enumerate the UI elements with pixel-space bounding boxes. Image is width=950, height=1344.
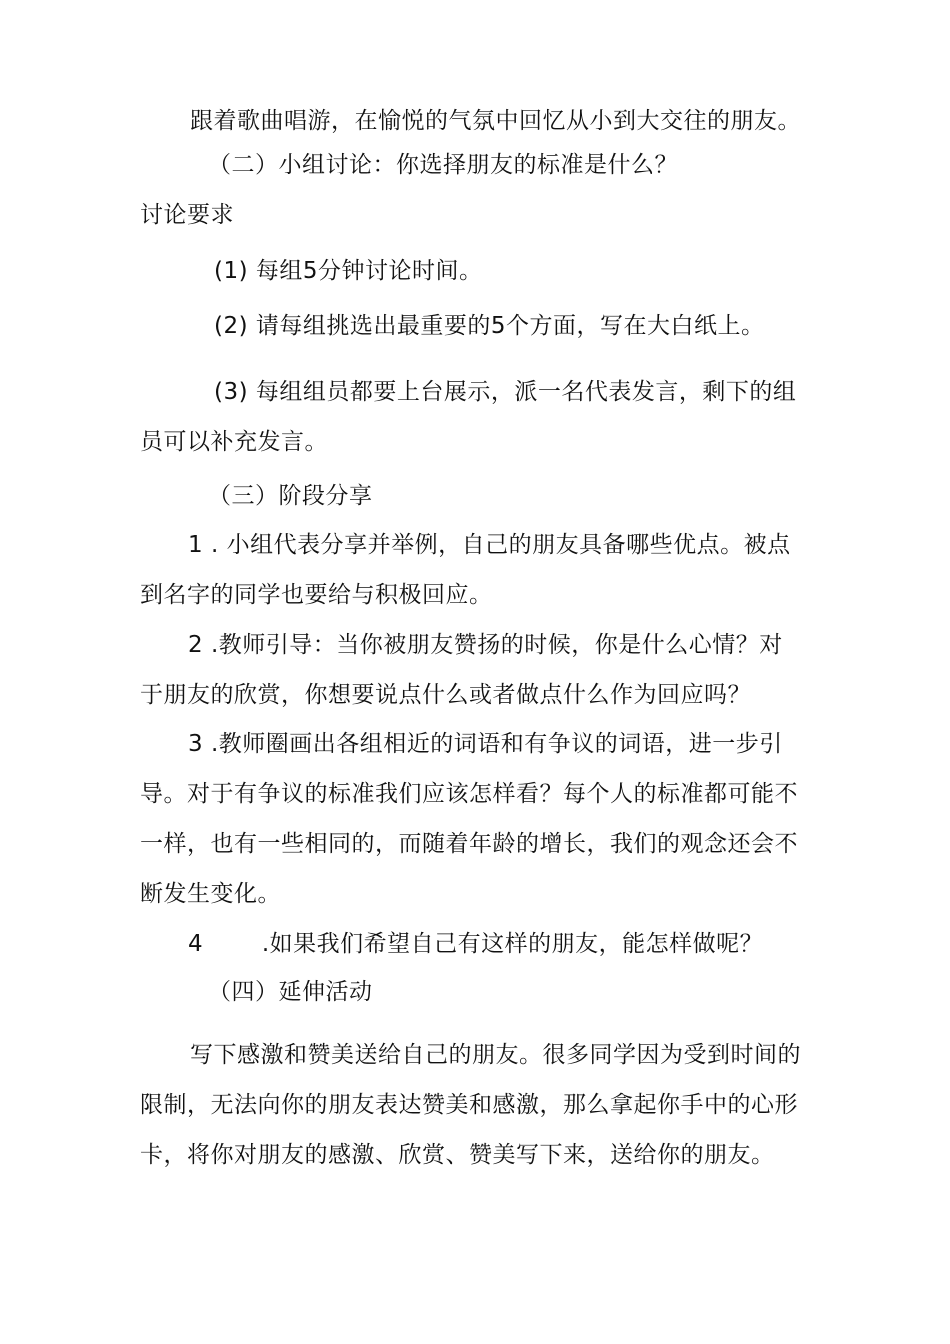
section4-line-3: 卡，将你对朋友的感激、欣赏、赞美写下来，送给你的朋友。 xyxy=(140,1142,775,1168)
point-3-cont-3: 断发生变化。 xyxy=(140,881,281,907)
requirement-item-3 xyxy=(214,377,796,407)
item-number: (2) xyxy=(214,313,249,339)
item-number: (3) xyxy=(214,379,249,405)
point-3-cont-2: 一样，也有一些相同的，而随着年龄的增长，我们的观念还会不 xyxy=(140,831,798,857)
point-text: . 小组代表分享并举例，自己的朋友具备哪些优点。被点 xyxy=(210,532,791,558)
requirement-item-3-cont: 员可以补充发言。 xyxy=(140,429,328,455)
point-text: .如果我们希望自己有这样的朋友，能怎样做呢？ xyxy=(261,931,764,957)
section4-line-1: 写下感激和赞美送给自己的朋友。很多同学因为受到时间的 xyxy=(190,1042,801,1068)
point-4 xyxy=(188,929,763,959)
item-text: 请每组挑选出最重要的5个方面，写在大白纸上。 xyxy=(255,313,765,339)
point-2 xyxy=(188,630,783,660)
point-1 xyxy=(188,530,791,560)
item-text: 每组组员都要上台展示，派一名代表发言，剩下的组 xyxy=(255,379,797,405)
requirement-item-1 xyxy=(214,256,483,286)
intro-line: 跟着歌曲唱游，在愉悦的气氛中回忆从小到大交往的朋友。 xyxy=(190,108,801,134)
item-number: (1) xyxy=(214,258,249,284)
point-3-cont-1: 导。对于有争议的标准我们应该怎样看？每个人的标准都可能不 xyxy=(140,781,798,807)
item-text: 每组5分钟讨论时间。 xyxy=(255,258,483,284)
point-text: .教师圈画出各组相近的词语和有争议的词语，进一步引 xyxy=(210,731,783,757)
point-text: .教师引导：当你被朋友赞扬的时候，你是什么心情？对 xyxy=(210,632,783,658)
point-1-cont: 到名字的同学也要给与积极回应。 xyxy=(140,582,493,608)
section2-heading: （二）小组讨论：你选择朋友的标准是什么？ xyxy=(208,152,678,178)
section4-line-2: 限制，无法向你的朋友表达赞美和感激，那么拿起你手中的心形 xyxy=(140,1092,798,1118)
point-3 xyxy=(188,729,783,759)
requirements-label: 讨论要求 xyxy=(140,202,234,228)
point-number: 3 xyxy=(188,731,204,757)
point-number: 4 xyxy=(188,931,204,957)
point-number: 1 xyxy=(188,532,204,558)
section3-heading: （三）阶段分享 xyxy=(208,483,373,509)
point-number: 2 xyxy=(188,632,204,658)
point-2-cont: 于朋友的欣赏，你想要说点什么或者做点什么作为回应吗？ xyxy=(140,682,751,708)
requirement-item-2 xyxy=(214,311,765,341)
section4-heading: （四）延伸活动 xyxy=(208,979,373,1005)
